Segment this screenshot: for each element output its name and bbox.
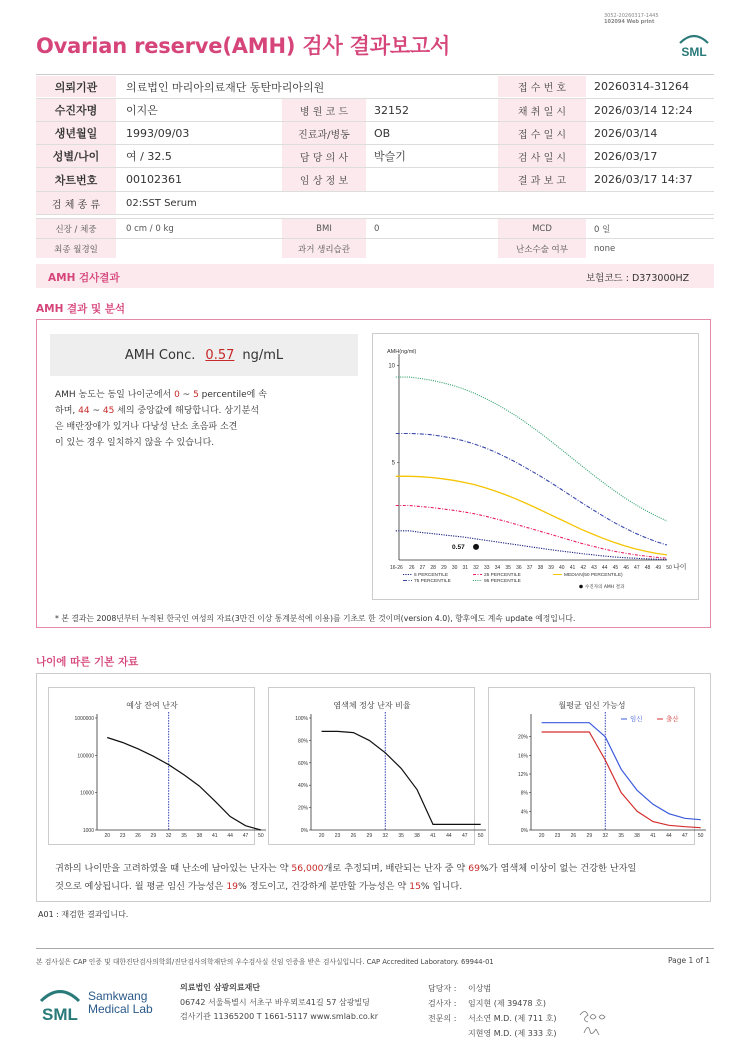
label-receipt-no: 접 수 번 호 — [498, 76, 586, 97]
x-tick-label: 50 — [666, 565, 672, 571]
y-tick-label: 8% — [520, 790, 528, 797]
x-tick-label: 32 — [473, 565, 479, 571]
percentile-line — [396, 531, 667, 560]
series-line — [107, 738, 261, 831]
page-number: Page 1 of 1 — [668, 956, 711, 965]
x-tick-label: 37 — [526, 565, 533, 571]
label-hospital-code: 병 원 코 드 — [282, 99, 366, 121]
value-patient-name: 이지은 — [126, 104, 158, 117]
y-tick-label: 40% — [297, 783, 308, 790]
patient-result-label: 0.57 — [452, 543, 465, 551]
x-tick-label: 41 — [430, 833, 436, 839]
amh-conc-value: 0.57 — [205, 347, 235, 363]
eggs-chart-frame — [48, 687, 264, 845]
x-tick-label: 26 — [350, 833, 357, 839]
x-tick-label: 42 — [580, 565, 587, 571]
legend-label: MEDIAN(50 PERCENTILE) — [564, 573, 623, 578]
value-ovary-surgery: none — [594, 243, 616, 254]
normal-eggs-chart-frame — [268, 687, 484, 845]
x-axis-label: 나이 — [673, 563, 687, 571]
x-tick-label: 47 — [682, 833, 688, 839]
x-tick-label: 44 — [666, 833, 672, 839]
value-last-menses — [118, 239, 282, 258]
label-collection-time: 채 취 일 시 — [498, 99, 586, 121]
x-tick-label: 20 — [104, 833, 111, 839]
label-test-date: 검 사 일 시 — [498, 145, 586, 167]
patient-result-marker — [473, 544, 479, 550]
y-tick-label: 100000 — [77, 753, 94, 760]
x-tick-label: 34 — [494, 565, 501, 571]
doctor-signatures — [574, 1005, 614, 1044]
normal-egg-ratio-chart — [269, 688, 484, 846]
label-referrer: 의뢰기관 — [36, 76, 116, 97]
value-collection-time: 2026/03/14 12:24 — [594, 103, 693, 117]
label-report-time: 결 과 보 고 — [498, 168, 586, 191]
sml-logo — [676, 30, 712, 60]
x-tick-label: 31 — [462, 565, 469, 571]
x-tick-label: 44 — [227, 833, 233, 839]
staff-info: 담당자 : 이상범 검사자 : 임지현 (제 39478 호) 전문의 : 서소연 M.D. (제 711 호) 지현영 M.D. (제 333 호) — [428, 984, 557, 1038]
value-bmi: 0 — [374, 223, 380, 234]
remaining-eggs-chart — [49, 688, 264, 846]
insurance-code: 보험코드 : D373000HZ — [586, 273, 690, 284]
samkwang-logo: SML Samkwang Medical Lab — [42, 989, 153, 1024]
label-ovary-surgery: 난소수술 여부 — [498, 239, 586, 258]
x-tick-label: 41 — [650, 833, 656, 839]
pregnancy-chance-chart — [489, 688, 704, 846]
y-tick-label: 0% — [300, 828, 308, 834]
svg-text:SML: SML — [42, 1005, 78, 1024]
label-birthdate: 생년월일 — [36, 122, 116, 144]
value-doctor: 박슬기 — [374, 150, 406, 163]
x-tick-label: 30 — [451, 565, 458, 571]
label-doctor: 담 당 의 사 — [282, 145, 366, 167]
y-tick-label: 4% — [520, 809, 528, 816]
x-tick-label: 16-26 — [390, 565, 403, 571]
x-tick-label: 47 — [242, 833, 249, 839]
x-tick-label: 20 — [318, 833, 325, 839]
lab-info: 의료법인 삼광의료재단 06742 서울특별시 서초구 바우뫼로41길 57 삼광빌딩 검사기관 11365200 T 1661-5117 www.smlab.co.kr — [180, 983, 379, 1021]
label-height-weight: 신장 / 체중 — [36, 219, 116, 238]
y-tick-label: 1000 — [82, 828, 94, 834]
percentile-line — [396, 506, 667, 559]
analysis-text: AMH 농도는 동일 나이군에서 0 ~ 5 percentile에 속 하며, 44 ~ 45 세의 중앙값에 해당합니다. 상기분석 은 배란장애가 있거나 다낭성 난소 초음파 소견 이 있는 경우 일치하지 않을 수 있습니다. — [55, 390, 267, 448]
value-clinical-info — [366, 168, 498, 191]
value-receipt-no: 20260314-31264 — [594, 80, 689, 93]
recheck-note: A01 : 재검한 결과입니다. — [38, 910, 129, 919]
value-referrer: 의료법인 마리아의료재단 동탄마리아의원 — [126, 80, 325, 94]
result-header-label: AMH 검사결과 — [48, 272, 120, 284]
y-tick-label: 5 — [391, 460, 395, 467]
basic-summary-text: 귀하의 나이만을 고려하였을 때 난소에 남아있는 난자는 약 56,000개로 추정되며, 배란되는 난자 중 약 69%가 염색체 이상이 없는 건강한 난자일 것으로 예상됩니다. 월 평균 임신 가능성은 19% 정도이고, 건강하게 분만할 가능성은 약 15% 입니다. — [55, 863, 637, 892]
x-tick-label: 35 — [505, 565, 511, 571]
value-mcd: 0 일 — [594, 224, 611, 235]
value-height-weight: 0 cm / 0 kg — [126, 223, 174, 234]
legend-label: 95 PERCENTILE — [484, 579, 521, 584]
percentile-line — [396, 377, 667, 521]
percentile-line — [396, 476, 667, 555]
x-tick-label: 45 — [612, 565, 619, 571]
amh-percentile-chart-frame — [372, 333, 699, 600]
value-specimen: 02:SST Serum — [126, 197, 197, 209]
x-tick-label: 29 — [586, 833, 593, 839]
label-mcd: MCD — [498, 219, 586, 238]
value-department: OB — [374, 126, 391, 140]
x-tick-label: 29 — [441, 565, 447, 571]
y-tick-label: 20% — [297, 805, 308, 812]
x-tick-label: 44 — [601, 565, 608, 571]
value-sex-age: 여 / 32.5 — [126, 150, 172, 163]
amh-conc-display — [50, 334, 358, 376]
label-receipt-date: 접 수 일 시 — [498, 122, 586, 144]
x-tick-label: 36 — [516, 565, 522, 571]
label-clinical-info: 임 상 정 보 — [282, 168, 366, 191]
y-tick-label: 20% — [517, 734, 528, 741]
legend-marker-label: 수진자의 AMH 결과 — [585, 585, 625, 590]
x-tick-label: 38 — [634, 833, 640, 839]
value-birthdate: 1993/09/03 — [126, 126, 190, 140]
label-chart-no: 차트번호 — [36, 168, 116, 191]
value-chart-no: 00102361 — [126, 173, 182, 186]
chart-title: 염색체 정상 난자 비율 — [333, 701, 411, 710]
x-tick-label: 29 — [150, 833, 157, 839]
x-tick-label: 39 — [548, 565, 554, 571]
x-tick-label: 27 — [419, 565, 426, 571]
x-tick-label: 33 — [483, 565, 490, 571]
y-tick-label: 10 — [388, 363, 395, 370]
y-tick-label: 10000 — [80, 790, 94, 797]
x-tick-label: 29 — [366, 833, 373, 839]
x-tick-label: 35 — [618, 833, 624, 839]
y-tick-label: 100% — [295, 716, 308, 722]
label-bmi: BMI — [282, 219, 366, 238]
x-tick-label: 26 — [408, 565, 415, 571]
pregnancy-chart-frame — [488, 687, 704, 845]
y-tick-label: 12% — [517, 772, 528, 778]
x-tick-label: 23 — [554, 833, 561, 839]
amh-percentile-chart — [373, 334, 700, 601]
x-tick-label: 41 — [569, 565, 576, 571]
analysis-footnote: * 본 결과는 2008년부터 누적된 한국인 여성의 자료(3만건 이상 통계분석에 이용)를 기초로 한 것이며(version 4.0), 향후에도 계속 update 예정입니다. — [55, 614, 576, 623]
x-tick-label: 23 — [334, 833, 341, 839]
analysis-section-title: AMH 결과 및 분석 — [36, 303, 126, 315]
x-tick-label: 40 — [559, 565, 565, 571]
chart-title: 예상 잔여 난자 — [126, 701, 178, 710]
x-tick-label: 38 — [196, 833, 203, 839]
basic-section-title: 나이에 따른 기본 자료 — [36, 656, 139, 668]
document-code: 3052-20260317-1445 102094 Web print — [604, 13, 659, 25]
legend-label: 75 PERCENTILE — [414, 579, 451, 584]
x-tick-label: 20 — [538, 833, 545, 839]
x-tick-label: 23 — [119, 833, 126, 839]
x-tick-label: 38 — [537, 565, 544, 571]
y-tick-label: 60% — [297, 760, 308, 767]
y-tick-label: 0% — [520, 828, 528, 834]
value-report-time: 2026/03/17 14:37 — [594, 173, 693, 186]
value-menstrual-history — [366, 239, 498, 258]
chart-title: 월평균 임신 가능성 — [558, 701, 626, 710]
value-receipt-date: 2026/03/14 — [594, 126, 658, 140]
y-tick-label: 16% — [517, 753, 528, 760]
label-specimen: 검 체 종 류 — [36, 192, 116, 214]
x-tick-label: 35 — [181, 833, 187, 839]
series-line — [322, 731, 481, 824]
x-tick-label: 47 — [634, 565, 640, 571]
x-tick-label: 32 — [602, 833, 609, 839]
x-tick-label: 46 — [623, 565, 629, 571]
series-line — [542, 732, 701, 828]
legend-label: 5 PERCENTILE — [414, 573, 449, 578]
x-tick-label: 50 — [477, 833, 484, 839]
label-last-menses: 최종 월경일 — [36, 239, 116, 258]
y-tick-label: 80% — [297, 738, 308, 745]
label-patient-name: 수진자명 — [36, 99, 116, 121]
x-tick-label: 41 — [212, 833, 218, 839]
series-line — [542, 723, 701, 820]
certification-text: 본 검사실은 CAP 인증 및 대한진단검사의학회/진단검사의학재단의 우수검사실 신임 인증을 받은 검사실입니다. CAP Accredited Laboratory. 69944-01 — [36, 958, 494, 966]
x-tick-label: 48 — [644, 565, 651, 571]
x-tick-label: 32 — [382, 833, 389, 839]
x-tick-label: 35 — [398, 833, 404, 839]
legend-marker — [579, 585, 583, 589]
x-tick-label: 26 — [570, 833, 577, 839]
label-department: 진료과/병동 — [282, 122, 366, 144]
label-sex-age: 성별/나이 — [36, 145, 116, 167]
y-axis-label: AMH(ng/ml) — [387, 349, 417, 355]
y-tick-label: 1000000 — [74, 716, 94, 722]
x-tick-label: 26 — [135, 833, 141, 839]
x-tick-label: 47 — [462, 833, 468, 839]
x-tick-label: 43 — [591, 565, 597, 571]
value-test-date: 2026/03/17 — [594, 149, 658, 163]
svg-text:SML: SML — [681, 45, 707, 59]
x-tick-label: 50 — [258, 833, 264, 839]
legend-label: 임신 — [630, 715, 643, 723]
x-tick-label: 49 — [655, 565, 662, 571]
x-tick-label: 50 — [697, 833, 704, 839]
amh-conc-label: AMH Conc. — [124, 347, 196, 363]
x-tick-label: 28 — [430, 565, 436, 571]
x-tick-label: 32 — [165, 833, 172, 839]
report-title: Ovarian reserve(AMH) 검사 결과보고서 — [36, 34, 451, 58]
value-hospital-code: 32152 — [374, 103, 409, 117]
amh-conc-unit: ng/mL — [242, 347, 284, 363]
label-menstrual-history: 과거 생리습관 — [282, 239, 366, 258]
x-tick-label: 44 — [446, 833, 452, 839]
legend-label: 출산 — [666, 715, 679, 723]
x-tick-label: 38 — [414, 833, 420, 839]
legend-label: 25 PERCENTILE — [484, 573, 521, 578]
